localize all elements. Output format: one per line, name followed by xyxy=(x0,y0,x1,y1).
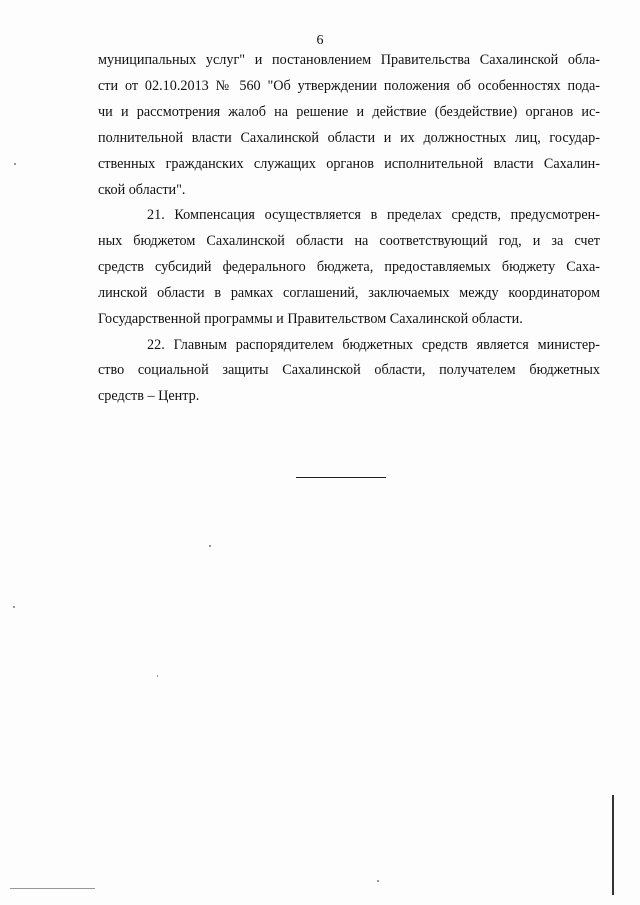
scan-edge-mark xyxy=(612,795,614,895)
text-line: средств – Центр. xyxy=(98,388,200,404)
text-line: Государственной программы и Правительством Сахалинской области. xyxy=(98,311,523,327)
scan-edge-mark xyxy=(10,888,95,889)
text-line: ных бюджетом Сахалинской области на соответствующий год, и за счет xyxy=(98,233,600,249)
paragraph-21-first-line: 21. Компенсация осуществляется в пределах средств, предусмотрен- xyxy=(147,207,600,223)
text-line: линской области в рамках соглашений, заключаемых между координатором xyxy=(98,285,600,301)
text-line: сти от 02.10.2013 № 560 "Об утверждении положения об особенностях пода- xyxy=(98,78,600,94)
scan-speck xyxy=(13,606,15,608)
text-line: муниципальных услуг" и постановлением Правительства Сахалинской обла- xyxy=(98,52,600,68)
text-line: ской области". xyxy=(98,182,186,198)
scan-speck xyxy=(157,675,158,677)
text-line: чи и рассмотрения жалоб на решение и действие (бездействие) органов ис- xyxy=(98,104,600,120)
scan-speck xyxy=(14,163,16,165)
scan-speck xyxy=(377,880,379,882)
page-number: 6 xyxy=(316,33,324,48)
end-separator-line xyxy=(296,477,386,478)
paragraph-22-first-line: 22. Главным распорядителем бюджетных средств является министер- xyxy=(147,337,600,353)
scan-speck xyxy=(209,545,211,547)
text-line: ственных гражданских служащих органов исполнительной власти Сахалин- xyxy=(98,156,600,172)
text-line: средств субсидий федерального бюджета, предоставляемых бюджету Саха- xyxy=(98,259,600,275)
text-line: ство социальной защиты Сахалинской области, получателем бюджетных xyxy=(98,362,600,378)
text-line: полнительной власти Сахалинской области и их должностных лиц, государ- xyxy=(98,130,600,146)
